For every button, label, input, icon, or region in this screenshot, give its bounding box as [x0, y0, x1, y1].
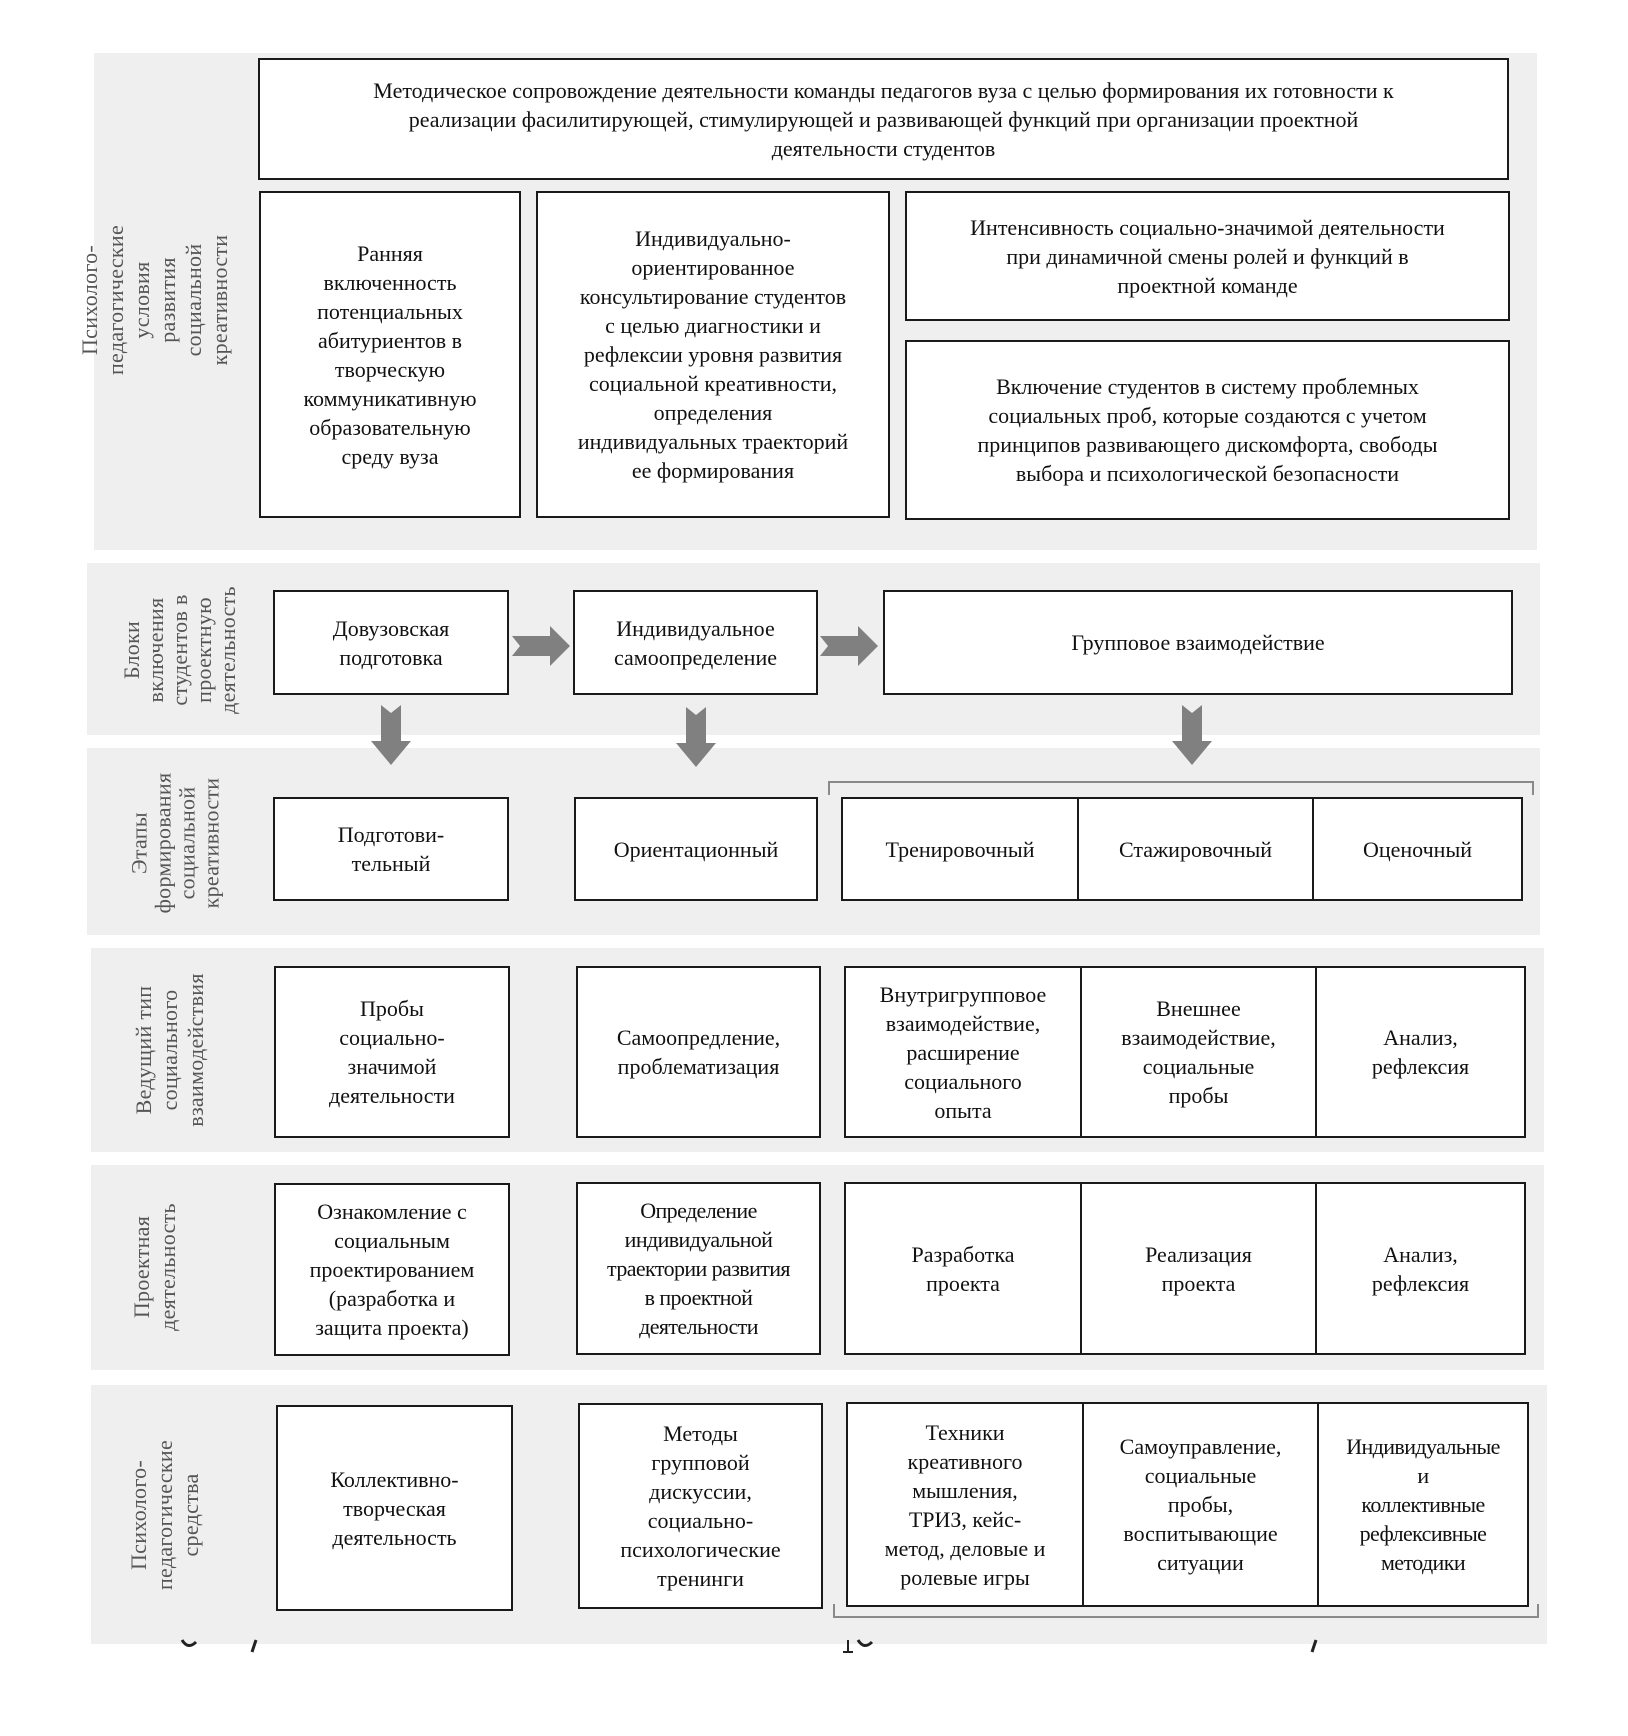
means-text: Самоуправление, социальные пробы, воспитывающие ситуации	[1119, 1434, 1282, 1575]
means-row-label-text: Психолого- педагогические средства	[126, 1439, 204, 1591]
project-text: Анализ, рефлексия	[1371, 1241, 1470, 1296]
block-box-pre-university	[273, 590, 509, 695]
stage-text: Оценочный	[1362, 836, 1473, 862]
project-box-development	[844, 1182, 1082, 1355]
group-stages-bracket	[828, 781, 1534, 795]
methodical-support-text: Методическое сопровождение деятельности команды педагогов вуза с целью формирования их готовности к реализации фасилитирующей, стимулирующей и развивающей функций при организации проектной деятельности студентов	[373, 77, 1394, 161]
stage-text: Стажировочный	[1118, 836, 1273, 862]
blocks-row-label-text: Блоки включения студентов в проектную деятельность	[119, 586, 240, 714]
cropped-caption-fragment	[180, 1638, 1500, 1658]
arrow-right-icon	[820, 626, 880, 666]
stage-box-internship	[1077, 797, 1314, 901]
means-box-self-government	[1082, 1402, 1319, 1607]
arrow-down-icon	[371, 705, 411, 767]
block-text: Индивидуальное самоопределение	[614, 615, 777, 670]
condition-box-intensity	[905, 191, 1510, 321]
condition-box-early-inclusion	[259, 191, 521, 518]
interaction-row-label	[105, 955, 235, 1145]
interaction-text: Внутригрупповое взаимодействие, расширение социального опыта	[879, 981, 1047, 1123]
interaction-text: Пробы социально- значимой деятельности	[329, 996, 455, 1108]
block-box-self-determination	[573, 590, 818, 695]
condition-text: Индивидуально- ориентированное консультирование студентов с целью диагностики и рефлексии уровня развития социальной креативности, определения индивидуальных траекторий ее формирования	[577, 226, 849, 483]
project-text: Определение индивидуальной траектории развития в проектной деятельности	[607, 1198, 790, 1339]
block-text: Групповое взаимодействие	[1071, 630, 1325, 655]
block-text: Довузовская подготовка	[332, 615, 450, 670]
interaction-box-external	[1080, 966, 1317, 1138]
condition-text: Включение студентов в систему проблемных социальных проб, которые создаются с учетом принципов развивающего дискомфорта, свободы выбора и психологической безопасности	[977, 374, 1438, 486]
means-row-label	[105, 1395, 225, 1635]
interaction-box-intragroup	[844, 966, 1082, 1138]
condition-text: Ранняя включенность потенциальных абитуриентов в творческую коммуникативную образовательную среду вуза	[303, 240, 477, 469]
interaction-text: Внешнее взаимодействие, социальные пробы	[1121, 996, 1276, 1108]
stage-text: Подготови- тельный	[337, 822, 445, 876]
interaction-text: Анализ, рефлексия	[1371, 1025, 1470, 1079]
stage-text: Ориентационный	[613, 836, 779, 862]
project-box-trajectory	[576, 1182, 821, 1355]
project-text: Разработка проекта	[911, 1241, 1015, 1296]
stage-box-preparatory	[273, 797, 509, 901]
methodical-support-box	[258, 58, 1509, 180]
conditions-row-label-text: Психолого-педагогические условия развития социальной креативности	[77, 224, 233, 376]
stages-row-label-text: Этапы формирования социальной креативности	[126, 772, 223, 913]
project-text: Ознакомление с социальным проектированием (разработка и защита проекта)	[309, 1199, 475, 1340]
condition-text: Интенсивность социально-значимой деятельности при динамичной смены ролей и функций в проектной команде	[970, 214, 1445, 298]
means-box-creative-techniques	[846, 1402, 1084, 1607]
interaction-row-label-text: Ведущий тип социального взаимодействия	[131, 973, 208, 1127]
means-box-group-discussion	[578, 1403, 823, 1609]
means-box-collective-creative	[276, 1405, 513, 1611]
condition-box-problem-probes	[905, 340, 1510, 520]
stages-row-label	[100, 755, 250, 930]
block-box-group-interaction	[883, 590, 1513, 695]
stage-box-evaluative	[1312, 797, 1523, 901]
interaction-box-analysis	[1315, 966, 1526, 1138]
project-text: Реализация проекта	[1145, 1241, 1252, 1296]
means-text: Методы групповой дискуссии, социально- психологические тренинги	[620, 1421, 781, 1591]
arrow-down-icon	[676, 707, 716, 769]
interaction-box-self-determination	[576, 966, 821, 1138]
interaction-box-probes	[274, 966, 510, 1138]
project-box-analysis	[1315, 1182, 1526, 1355]
means-box-reflexive-methods	[1317, 1402, 1529, 1607]
stage-text: Тренировочный	[885, 836, 1035, 862]
condition-box-individual-consulting	[536, 191, 890, 518]
means-text: Индивидуальные и коллективные рефлексивные методики	[1346, 1434, 1500, 1575]
blocks-row-label	[95, 570, 265, 730]
project-row-label-text: Проектная деятельность	[129, 1203, 180, 1331]
arrow-right-icon	[512, 626, 572, 666]
means-text: Коллективно- творческая деятельность	[330, 1466, 459, 1550]
project-row-label	[105, 1172, 205, 1362]
project-box-introduction	[274, 1183, 510, 1356]
conditions-row-label	[77, 80, 233, 520]
group-means-bracket	[833, 1604, 1539, 1618]
means-text: Техники креативного мышления, ТРИЗ, кейс- метод, деловые и ролевые игры	[884, 1419, 1046, 1590]
project-box-implementation	[1080, 1182, 1317, 1355]
stage-box-training	[841, 797, 1079, 901]
stage-box-orientation	[574, 797, 818, 901]
interaction-text: Самоопредление, проблематизация	[616, 1025, 781, 1079]
arrow-down-icon	[1172, 705, 1212, 767]
